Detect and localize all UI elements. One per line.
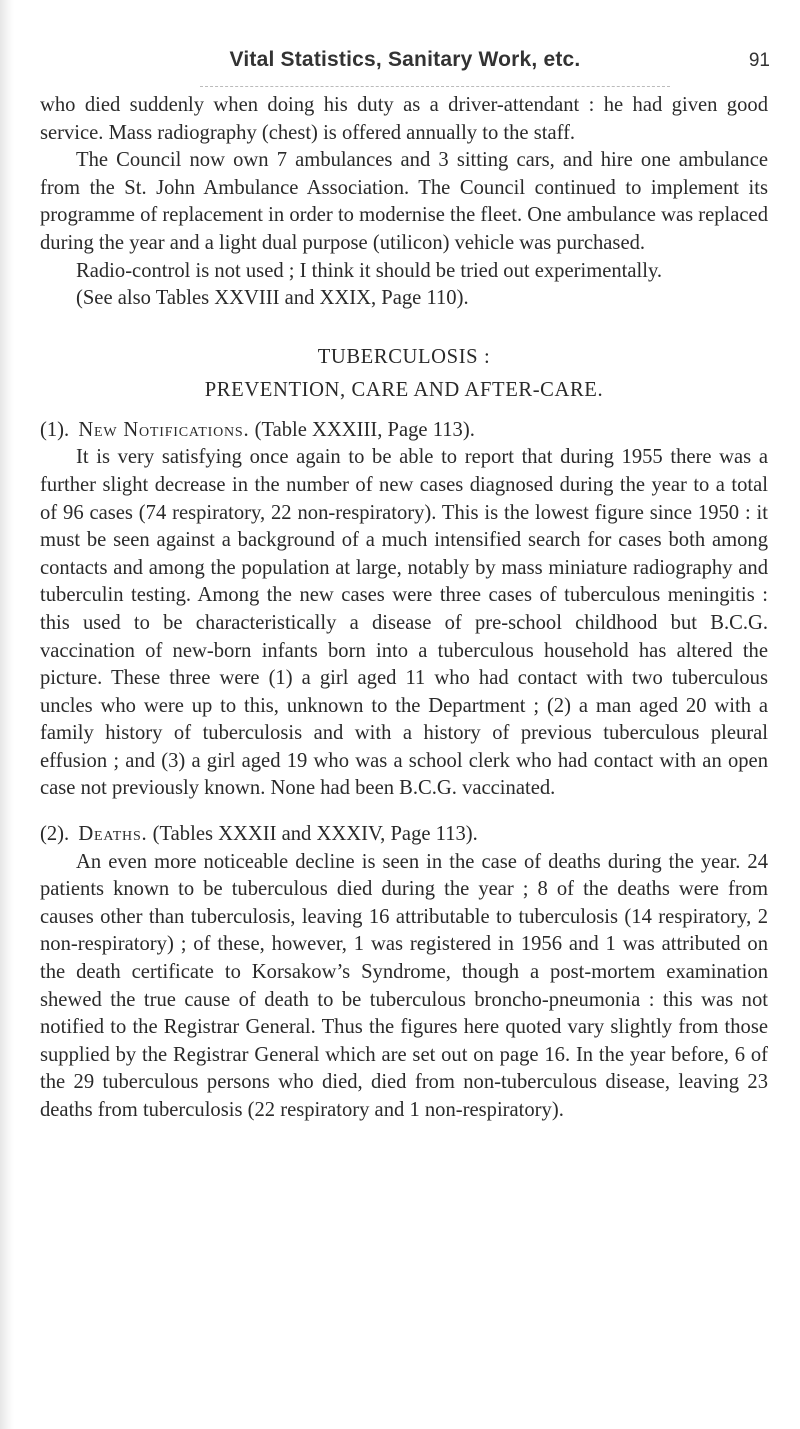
deaths-reference: (Tables XXXII and XXXIV, Page 113). [152, 823, 478, 846]
running-head: Vital Statistics, Sanitary Work, etc. [229, 48, 581, 71]
notifications-number: (1). [40, 418, 70, 441]
page-header [40, 48, 770, 84]
tuberculosis-heading [40, 341, 768, 407]
ambulances-paragraph: The Council now own 7 ambulances and 3 sitting cars, and hire one ambulance from the St. John Ambulance Association. The Council continued to implement its programme of replacement in order to modernise the fleet. One ambulance was replaced during the year and a light dual purpose (utilicon) vehicle was purchased. [40, 149, 768, 254]
notifications-paragraph: It is very satisfying once again to be able to report that during 1955 there was a further slight decrease in the number of new cases diagnosed during the year to a total of 96 cases (74 respiratory, 22 non-respiratory). This is the lowest figure since 1950 : it must be seen against a background of a much intensified search for cases both among contacts and among the population at large, notably by mass miniature radiography and tuberculin testing. Among the new cases were three cases of tuberculous meningitis : this used to be characteristically a disease of pre-school childhood but B.C.G. vaccination of new-born infants born into a tuberculous household has altered the picture. These three were (1) a girl aged 11 who had contact with two tuberculous uncles who were up to this, unknown to the Department ; (2) a man aged 20 with a family history of tuberculosis and with a history of previous tuberculous pleural effusion ; and (3) a girl aged 19 who was a school clerk who had contact with an open case not previously known. None had been B.C.G. vaccinated. [40, 446, 768, 800]
deaths-number: (2). [40, 823, 70, 846]
section-gap [40, 803, 768, 811]
notifications-subheading [40, 417, 768, 445]
deaths-title: Deaths. [78, 823, 148, 846]
radio-control-paragraph: Radio-control is not used ; I think it should be tried out experimentally. [76, 259, 663, 282]
see-also-paragraph: (See also Tables XXVIII and XXIX, Page 110). [76, 287, 469, 310]
tuberculosis-heading-line1: TUBERCULOSIS : [317, 345, 491, 368]
tuberculosis-heading-line2: PREVENTION, CARE AND AFTER-CARE. [204, 378, 604, 401]
notifications-reference: (Table XXXIII, Page 113). [254, 418, 475, 441]
page-body [40, 92, 768, 1125]
intro-continuation: who died suddenly when doing his duty as a driver-attendant : he had given good service. Mass radiography (chest) is offered annually to the staff. [40, 94, 768, 144]
page-binding-shadow [0, 0, 14, 1429]
header-rule [200, 86, 670, 87]
deaths-paragraph: An even more noticeable decline is seen in the case of deaths during the year. 24 patients known to be tuberculous died during the year ; 8 of the deaths were from causes other than tuberculosis, leaving 16 attributable to tuberculosis (14 respiratory, 2 non-respiratory) ; of these, however, 1 was registered in 1956 and 1 was attributed on the death certificate to Korsakow’s Syndrome, though a post-mortem examination shewed the true cause of death to be tuberculous broncho-pneumonia : this was not notified to the Registrar General. Thus the figures here quoted vary slightly from those supplied by the Registrar General which are set out on page 16. In the year before, 6 of the 29 tuberculous persons who died, died from non-tuberculous disease, leaving 23 deaths from tuberculosis (22 respiratory and 1 non-respiratory). [40, 850, 768, 1121]
deaths-subheading [40, 821, 768, 849]
notifications-title: New Notifications. [78, 418, 250, 441]
page-number: 91 [748, 50, 770, 71]
